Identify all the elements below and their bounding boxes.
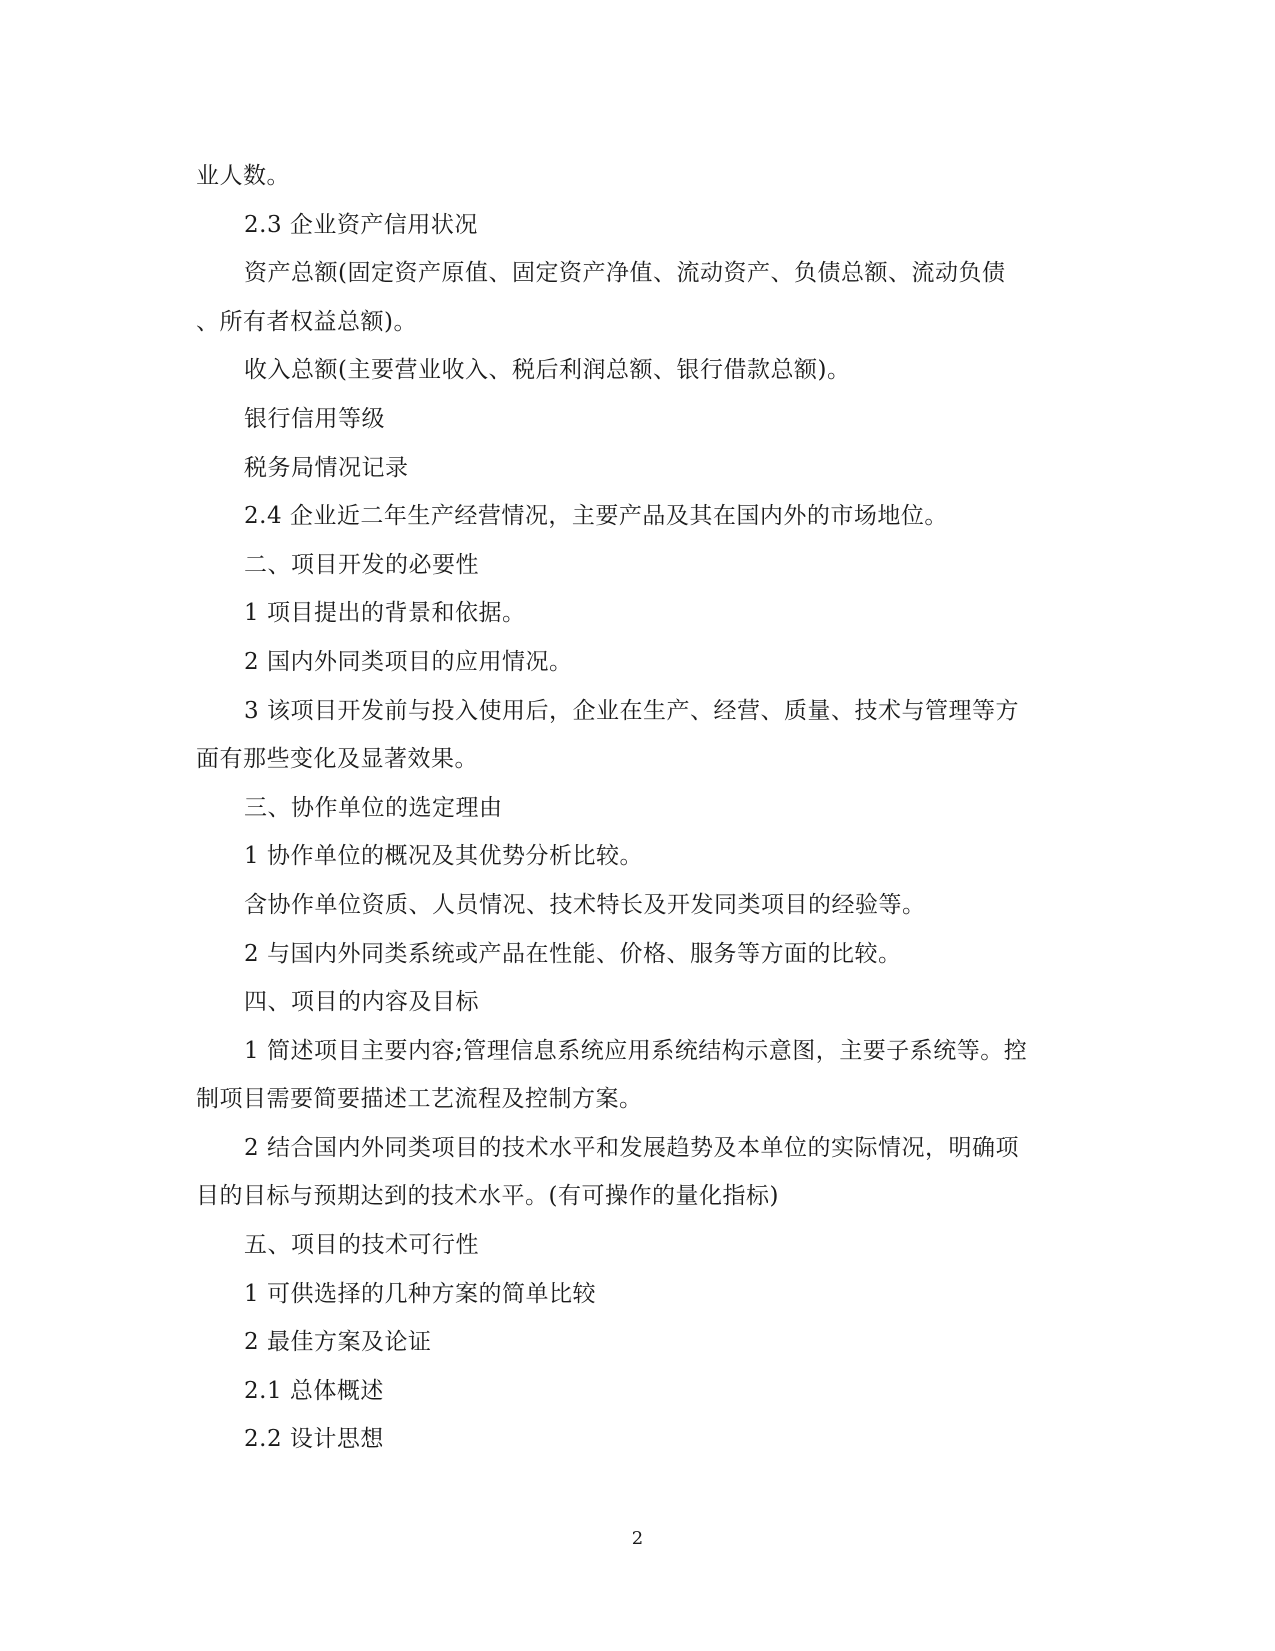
- text-line: 目的目标与预期达到的技术水平。(有可操作的量化指标): [196, 1183, 779, 1210]
- text-line: 2 最佳方案及论证: [244, 1329, 432, 1356]
- text-line: 业人数。: [196, 163, 290, 189]
- text-line: 、所有者权益总额)。: [196, 308, 417, 335]
- text-line: 二、项目开发的必要性: [244, 551, 479, 578]
- text-line: 2.3 企业资产信用状况: [244, 211, 478, 238]
- text-line: 1 可供选择的几种方案的简单比较: [244, 1280, 596, 1307]
- text-line: 2.1 总体概述: [244, 1377, 384, 1404]
- text-line: 2 结合国内外同类项目的技术水平和发展趋势及本单位的实际情况，明确项: [244, 1134, 1019, 1161]
- text-line: 1 简述项目主要内容;管理信息系统应用系统结构示意图，主要子系统等。控: [244, 1037, 1028, 1064]
- text-line: 1 协作单位的概况及其优势分析比较。: [244, 843, 643, 870]
- text-line: 资产总额(固定资产原值、固定资产净值、流动资产、负债总额、流动负债: [244, 260, 1006, 287]
- text-line: 1 项目提出的背景和依据。: [244, 600, 526, 627]
- text-line: 制项目需要简要描述工艺流程及控制方案。: [196, 1086, 643, 1113]
- text-line: 2 国内外同类项目的应用情况。: [244, 648, 573, 675]
- text-line: 五、项目的技术可行性: [244, 1232, 479, 1259]
- text-line: 税务局情况记录: [244, 454, 409, 481]
- text-line: 2.2 设计思想: [244, 1426, 384, 1453]
- text-line: 面有那些变化及显著效果。: [196, 746, 478, 773]
- text-line: 三、协作单位的选定理由: [244, 794, 503, 821]
- text-line: 3 该项目开发前与投入使用后，企业在生产、经营、质量、技术与管理等方: [244, 697, 1019, 724]
- document-body: [196, 152, 1076, 1464]
- text-line: 含协作单位资质、人员情况、技术特长及开发同类项目的经验等。: [244, 891, 926, 918]
- text-line: 2.4 企业近二年生产经营情况，主要产品及其在国内外的市场地位。: [244, 503, 948, 530]
- text-line: 四、项目的内容及目标: [244, 989, 479, 1016]
- page-number: 2: [631, 1528, 644, 1549]
- text-line: 收入总额(主要营业收入、税后利润总额、银行借款总额)。: [244, 357, 851, 384]
- text-line: 银行信用等级: [244, 405, 385, 432]
- text-line: 2 与国内外同类系统或产品在性能、价格、服务等方面的比较。: [244, 940, 902, 967]
